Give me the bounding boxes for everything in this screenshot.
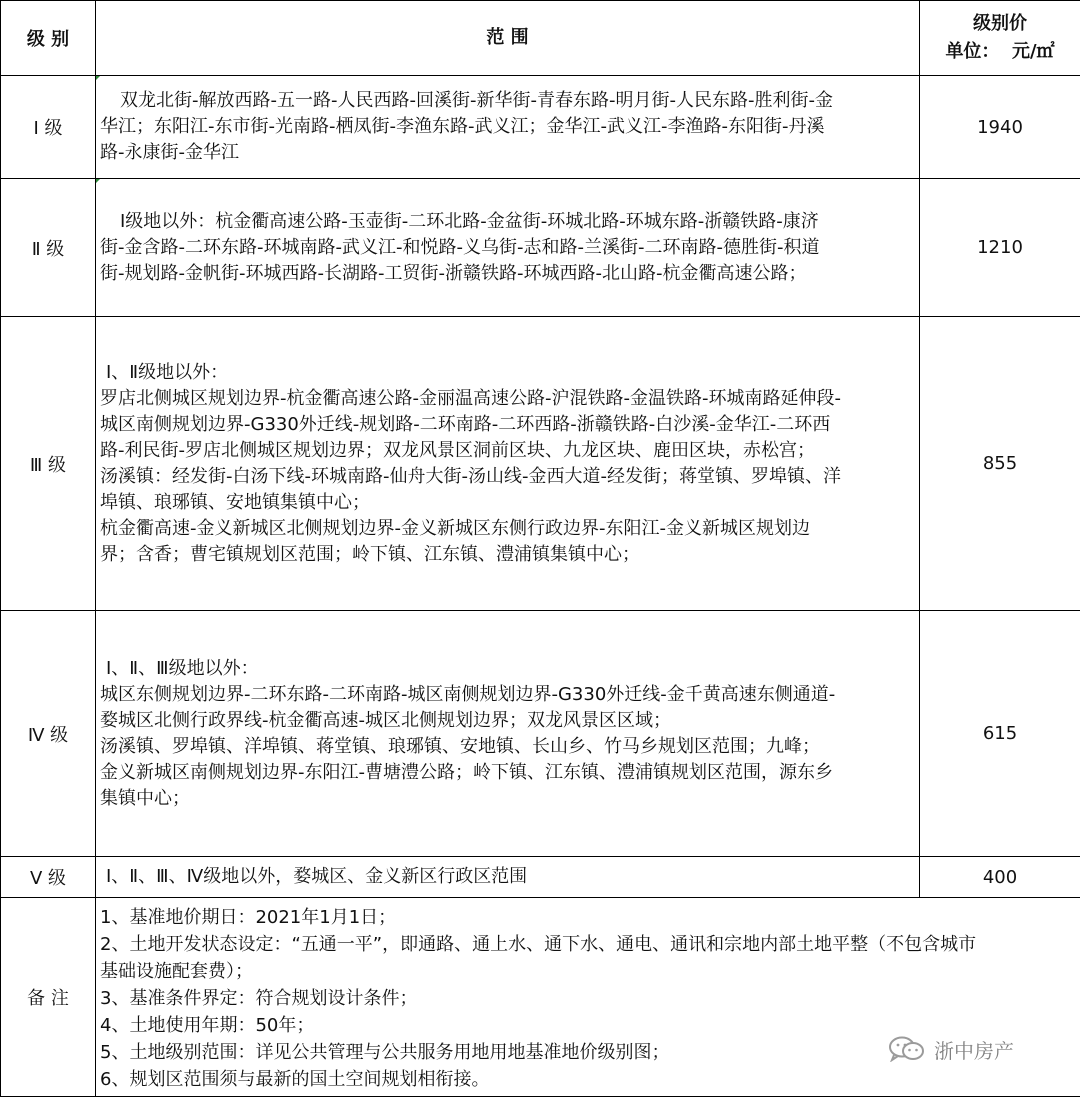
range-line: 街-金含路-二环东路-环城南路-武义江-和悦路-义乌街-志和路-兰溪街-二环南路-德胜街-积道 <box>100 235 915 261</box>
range-line: Ⅰ、Ⅱ、Ⅲ、Ⅳ级地以外，婺城区、金义新区行政区范围 <box>100 864 915 890</box>
range-line: Ⅰ、Ⅱ、Ⅲ级地以外： <box>100 656 915 682</box>
header-price-title: 级别价 <box>920 10 1080 38</box>
row-price: 1210 <box>920 179 1080 317</box>
range-line: 路-利民街-罗店北侧城区规划边界；双龙风景区洞前区块、九龙区块、鹿田区块，赤松宫； <box>100 438 915 464</box>
table-row <box>1 76 1080 179</box>
range-line: 华江；东阳江-东市街-光南路-栖凤街-李渔东路-武义江；金华江-武义江-李渔路-东阳街-丹溪 <box>100 114 915 140</box>
note-line: 基础设施配套费）； <box>100 958 1076 985</box>
notes-row <box>1 898 1080 1097</box>
header-row <box>1 1 1080 76</box>
note-line: 6、规划区范围须与最新的国土空间规划相衔接。 <box>100 1066 1076 1093</box>
range-line: 路-永康街-金华江 <box>100 140 915 166</box>
range-line: 城区东侧规划边界-二环东路-二环南路-城区南侧规划边界-G330外迁线-金千黄高速东侧通道- <box>100 682 915 708</box>
note-line: 2、土地开发状态设定：“五通一平”，即通路、通上水、通下水、通电、通讯和宗地内部土地平整（不包含城市 <box>100 931 1076 958</box>
range-line: 罗店北侧城区规划边界-杭金衢高速公路-金丽温高速公路-沪混铁路-金温铁路-环城南路延伸段- <box>100 386 915 412</box>
header-level: 级 别 <box>1 1 96 76</box>
cell-corner-mark <box>96 76 100 80</box>
range-line: 埠镇、琅琊镇、安地镇集镇中心； <box>100 490 915 516</box>
row-range <box>96 857 920 898</box>
range-line: 汤溪镇、罗埠镇、洋埠镇、蒋堂镇、琅琊镇、安地镇、长山乡、竹马乡规划区范围；九峰； <box>100 734 915 760</box>
header-price-unit: 单位： 元/㎡ <box>920 38 1080 66</box>
note-line: 1、基准地价期日：2021年1月1日； <box>100 904 1076 931</box>
table-row <box>1 179 1080 317</box>
row-price: 400 <box>920 857 1080 898</box>
note-line: 3、基准条件界定：符合规划设计条件； <box>100 985 1076 1012</box>
range-line: 集镇中心； <box>100 786 915 812</box>
row-level: Ⅴ 级 <box>1 857 96 898</box>
row-range <box>96 611 920 857</box>
watermark-text: 浙中房产 <box>934 1035 1014 1064</box>
wechat-icon <box>888 1036 926 1062</box>
table-row <box>1 857 1080 898</box>
note-line: 5、土地级别范围：详见公共管理与公共服务用地用地基准地价级别图； <box>100 1039 1076 1066</box>
watermark <box>888 1034 1014 1064</box>
row-level: Ⅱ 级 <box>1 179 96 317</box>
header-range: 范 围 <box>96 1 920 76</box>
notes-content <box>96 898 1080 1097</box>
range-line: 金义新城区南侧规划边界-东阳江-曹塘澧公路；岭下镇、江东镇、澧浦镇规划区范围，源东乡 <box>100 760 915 786</box>
table-row <box>1 611 1080 857</box>
row-range <box>96 317 920 611</box>
row-level: Ⅳ 级 <box>1 611 96 857</box>
range-line: 婺城区北侧行政界线-杭金衢高速-城区北侧规划边界；双龙风景区区域； <box>100 708 915 734</box>
range-line: 街-规划路-金帆街-环城西路-长湖路-工贸街-浙赣铁路-环城西路-北山路-杭金衢高速公路； <box>100 261 915 287</box>
notes-label: 备 注 <box>1 898 96 1097</box>
table-row <box>1 317 1080 611</box>
range-line: 城区南侧规划边界-G330外迁线-规划路-二环南路-二环西路-浙赣铁路-白沙溪-金华江-二环西 <box>100 412 915 438</box>
note-line: 4、土地使用年期：50年； <box>100 1012 1076 1039</box>
row-price: 615 <box>920 611 1080 857</box>
range-line: Ⅰ级地以外：杭金衢高速公路-玉壶街-二环北路-金盆街-环城北路-环城东路-浙赣铁路-康济 <box>100 209 915 235</box>
row-range <box>96 76 920 179</box>
range-line: 双龙北街-解放西路-五一路-人民西路-回溪街-新华街-青春东路-明月街-人民东路-胜利街-金 <box>100 88 915 114</box>
row-range <box>96 179 920 317</box>
row-level: Ⅰ 级 <box>1 76 96 179</box>
range-line: 杭金衢高速-金义新城区北侧规划边界-金义新城区东侧行政边界-东阳江-金义新城区规划边 <box>100 516 915 542</box>
cell-corner-mark <box>96 179 100 183</box>
row-level: Ⅲ 级 <box>1 317 96 611</box>
range-line: 汤溪镇：经发街-白汤下线-环城南路-仙舟大街-汤山线-金西大道-经发街；蒋堂镇、罗埠镇、洋 <box>100 464 915 490</box>
range-line: 界；含香；曹宅镇规划区范围；岭下镇、江东镇、澧浦镇集镇中心； <box>100 542 915 568</box>
range-line: Ⅰ、Ⅱ级地以外： <box>100 360 915 386</box>
header-price <box>920 1 1080 76</box>
row-price: 855 <box>920 317 1080 611</box>
row-price: 1940 <box>920 76 1080 179</box>
